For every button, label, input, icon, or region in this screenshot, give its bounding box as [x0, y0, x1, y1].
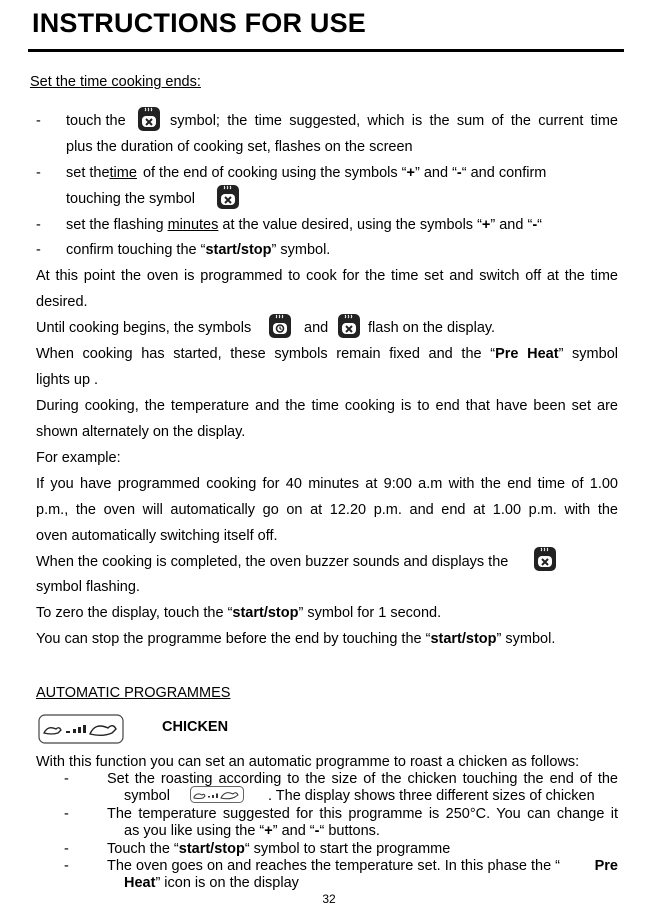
para-stop: You can stop the programme before the end by touching the “start/stop” symbol. [36, 631, 556, 647]
bullet-dash: - [36, 113, 41, 129]
end-time-icon [337, 313, 361, 339]
para-example-1: If you have programmed cooking for 40 minutes at 9:00 a.m with the end time of 1.00 [36, 476, 618, 492]
auto-bullet-4-b: Heat” icon is on the display [124, 875, 299, 891]
chicken-program-icon [190, 786, 244, 803]
section-heading-end-time: Set the time cooking ends: [30, 74, 201, 90]
auto-bullet-1-c: . The display shows three different sizes of chicken [268, 788, 595, 804]
para-completed-b: symbol flashing. [36, 579, 140, 595]
page-number: 32 [322, 892, 336, 906]
bullet-dash: - [64, 858, 69, 874]
bullet-4-line: confirm touching the “start/stop” symbol. [66, 242, 331, 258]
bullet-3-line: set the flashing minutes at the value desired, using the symbols “+” and “-“ [66, 217, 542, 233]
bullet-dash: - [64, 806, 69, 822]
bullet-1-text-b: symbol; the time suggested, which is the sum of the current time [170, 113, 618, 129]
bullet-1-text-a: touch the [66, 113, 126, 129]
auto-bullet-4-a: The oven goes on and reaches the temperature set. In this phase the “ Pre [107, 858, 618, 874]
chicken-program-icon [38, 714, 124, 744]
title-rule [28, 49, 624, 52]
auto-bullet-1-a: Set the roasting according to the size of the chicken touching the end of the [107, 771, 618, 787]
bullet-dash: - [64, 771, 69, 787]
page-title: INSTRUCTIONS FOR USE [32, 8, 367, 38]
para-until-and: and [304, 320, 329, 336]
auto-bullet-2-a: The temperature suggested for this programme is 250°C. You can change it [107, 806, 618, 822]
section-heading-auto-programmes: AUTOMATIC PROGRAMMES [36, 685, 231, 701]
bullet-2-time: time [109, 165, 137, 181]
para-programmed-end: desired. [36, 294, 88, 310]
para-until-b: flash on the display. [368, 320, 496, 336]
para-started: When cooking has started, these symbols remain fixed and the “Pre Heat” symbol [36, 346, 618, 362]
auto-bullet-1-b: symbol [124, 788, 170, 804]
para-until-a: Until cooking begins, the symbols [36, 320, 252, 336]
bullet-dash: - [36, 242, 41, 258]
bullet-dash: - [64, 841, 69, 857]
bullet-dash: - [36, 217, 41, 233]
bullet-1-text-c: plus the duration of cooking set, flashes on the screen [66, 139, 413, 155]
bullet-2-line [66, 164, 618, 182]
chicken-intro: With this function you can set an automatic programme to roast a chicken as follows: [36, 754, 580, 770]
bullet-2-text-a: set the [66, 165, 110, 181]
para-zero: To zero the display, touch the “start/stop” symbol for 1 second. [36, 605, 442, 621]
bullet-2-text-e: touching the symbol [66, 191, 195, 207]
para-programmed: At this point the oven is programmed to cook for the time set and switch off at the time [36, 268, 618, 284]
para-example-label: For example: [36, 450, 121, 466]
auto-bullet-3: Touch the “start/stop“ symbol to start the programme [107, 841, 451, 857]
para-example-2: p.m., the oven will automatically go on at 12.20 p.m. and end at 1.00 p.m. with the [36, 502, 618, 518]
para-example-3: oven automatically switching itself off. [36, 528, 278, 544]
end-time-icon [533, 546, 557, 572]
bullet-dash: - [36, 165, 41, 181]
para-during: During cooking, the temperature and the time cooking is to end that have been set are [36, 398, 618, 414]
duration-icon [268, 313, 292, 339]
auto-bullet-2-b: as you like using the “+” and “-“ buttons. [124, 823, 380, 839]
para-started-end: lights up . [36, 372, 99, 388]
end-time-icon [216, 184, 240, 210]
chicken-subheading: CHICKEN [162, 719, 229, 735]
bullet-2-text-b: of the end of cooking using the symbols “+” and “-“ and confirm [142, 165, 547, 181]
para-during-end: shown alternately on the display. [36, 424, 246, 440]
para-completed-a: When the cooking is completed, the oven buzzer sounds and displays the [36, 554, 509, 570]
end-time-icon [137, 106, 161, 132]
